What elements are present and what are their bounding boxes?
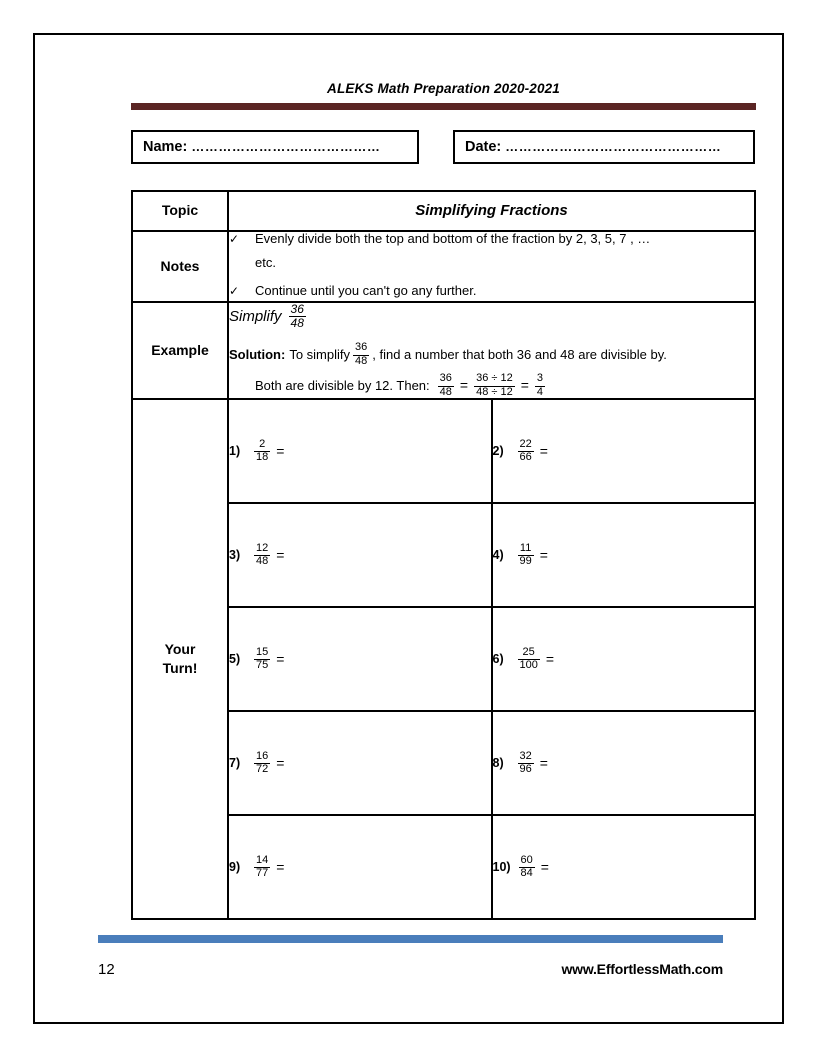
- fraction-numerator: 60: [520, 853, 533, 866]
- fraction-numerator: 15: [256, 645, 269, 658]
- example-solution-line-1: [229, 342, 754, 367]
- topic-label-cell: Topic: [132, 191, 228, 231]
- equals-sign: =: [276, 651, 285, 668]
- fraction-denominator: 72: [256, 763, 269, 776]
- topic-row: [132, 191, 755, 231]
- problem-cell[interactable]: [492, 815, 756, 919]
- page-content: [131, 82, 756, 920]
- fraction-denominator: 100: [519, 659, 538, 672]
- note-text: Evenly divide both the top and bottom of the fraction by 2, 3, 5, 7 , …: [255, 230, 651, 246]
- date-field[interactable]: [453, 130, 755, 164]
- name-field[interactable]: [131, 130, 419, 164]
- equals-sign-1: =: [459, 377, 469, 394]
- fraction-numerator: 25: [522, 645, 535, 658]
- header-divider-bar: [131, 103, 756, 110]
- problem-number: 2): [492, 444, 504, 459]
- footer-divider-bar: [98, 935, 723, 943]
- solution-text-b: , find a number that both 36 and 48 are divisible by.: [372, 346, 667, 362]
- fraction-denominator: 48 ÷ 12: [476, 385, 513, 398]
- equals-sign: =: [540, 859, 549, 876]
- problem-cell[interactable]: [228, 607, 492, 711]
- notes-label-cell: Notes: [132, 231, 228, 302]
- problem-number: 1): [229, 444, 241, 459]
- fraction-numerator: 2: [259, 437, 266, 450]
- problem-fraction: [254, 647, 270, 672]
- problem-number: 5): [229, 652, 241, 667]
- topic-value-cell: Simplifying Fractions: [228, 191, 755, 231]
- fraction-denominator: 96: [519, 763, 532, 776]
- document-header: [131, 82, 756, 110]
- problem-cell[interactable]: [492, 503, 756, 607]
- problem-cell[interactable]: [492, 399, 756, 503]
- fraction-denominator: 99: [519, 555, 532, 568]
- website-url[interactable]: www.EffortlessMath.com: [561, 961, 723, 977]
- fraction-denominator: 48: [355, 354, 368, 367]
- problem-cell[interactable]: [228, 503, 492, 607]
- fraction-numerator: 22: [519, 437, 532, 450]
- your-turn-line-2: Turn!: [162, 660, 198, 677]
- fraction-numerator: 14: [256, 853, 269, 866]
- problem-number: 3): [229, 548, 241, 563]
- problem-cell[interactable]: [228, 815, 492, 919]
- example-prompt-word: Simplify: [229, 307, 282, 325]
- fraction-numerator: 36 ÷ 12: [476, 372, 513, 385]
- equals-sign: =: [276, 859, 285, 876]
- page-number: 12: [98, 961, 115, 978]
- equals-sign: =: [539, 443, 548, 460]
- fraction-numerator: 36: [355, 341, 368, 354]
- fraction-denominator: 84: [520, 867, 533, 880]
- solution-text-c: Both are divisible by 12. Then:: [255, 377, 430, 393]
- problem-number: 6): [492, 652, 504, 667]
- example-prompt: [229, 303, 754, 330]
- problem-fraction: [518, 751, 534, 776]
- problem-cell[interactable]: [228, 399, 492, 503]
- solution-step-3-fraction: [535, 373, 545, 398]
- notes-content-cell: [228, 231, 755, 302]
- note-text: Continue until you can't go any further.: [255, 282, 477, 298]
- equals-sign: =: [276, 755, 285, 772]
- solution-step-2-fraction: [474, 373, 515, 398]
- equals-sign: =: [276, 547, 285, 564]
- equals-sign: =: [539, 547, 548, 564]
- name-label: Name:: [143, 138, 188, 155]
- equals-sign: =: [539, 755, 548, 772]
- solution-text-a: To simplify: [289, 346, 351, 362]
- fraction-denominator: 66: [519, 451, 532, 464]
- problem-number: 9): [229, 860, 241, 875]
- document-footer: [98, 935, 723, 978]
- problem-fraction: [519, 855, 535, 880]
- fraction-numerator: 36: [439, 372, 452, 385]
- note-item: [229, 232, 754, 247]
- check-icon: ✓: [229, 231, 240, 246]
- fraction-denominator: 75: [256, 659, 269, 672]
- problem-row: [132, 399, 755, 503]
- check-icon: ✓: [229, 283, 240, 298]
- fraction-denominator: 48: [439, 385, 452, 398]
- fraction-numerator: 32: [519, 749, 532, 762]
- fraction-numerator: 11: [519, 541, 532, 554]
- problem-number: 10): [492, 860, 511, 875]
- problem-number: 4): [492, 548, 504, 563]
- problem-fraction: [254, 751, 270, 776]
- problem-number: 8): [492, 756, 504, 771]
- note-continuation-text: etc.: [255, 254, 276, 270]
- problem-cell[interactable]: [228, 711, 492, 815]
- fraction-numerator: 12: [256, 541, 269, 554]
- fraction-denominator: 18: [256, 451, 269, 464]
- date-dotted-line: …………………………………………: [505, 139, 722, 155]
- solution-label: Solution:: [229, 346, 286, 362]
- equals-sign: =: [276, 443, 285, 460]
- fraction-numerator: 36: [290, 301, 304, 316]
- problem-number: 7): [229, 756, 241, 771]
- date-label: Date:: [465, 138, 502, 155]
- solution-fraction-1: [353, 342, 369, 367]
- document-title: ALEKS Math Preparation 2020-2021: [327, 81, 560, 96]
- fraction-denominator: 48: [290, 316, 304, 331]
- problem-fraction: [254, 855, 270, 880]
- worksheet-table: [131, 190, 756, 920]
- fraction-numerator: 3: [536, 372, 544, 385]
- problem-cell[interactable]: [492, 607, 756, 711]
- example-solution-line-2: [255, 373, 754, 398]
- name-date-row: [131, 130, 756, 164]
- problem-fraction: [518, 439, 534, 464]
- problem-fraction: [518, 543, 534, 568]
- example-prompt-fraction: [289, 303, 306, 330]
- example-row: [132, 302, 755, 399]
- problem-fraction: [254, 543, 270, 568]
- fraction-denominator: 48: [256, 555, 269, 568]
- page-border: [33, 33, 784, 1024]
- problem-cell[interactable]: [492, 711, 756, 815]
- example-label-cell: Example: [132, 302, 228, 399]
- solution-step-1-fraction: [438, 373, 454, 398]
- equals-sign: =: [545, 651, 555, 668]
- fraction-denominator: 77: [256, 867, 269, 880]
- note-item: [229, 284, 754, 299]
- name-dotted-line: ……………………………………: [191, 139, 381, 155]
- problem-fraction: [518, 647, 540, 672]
- problem-fraction: [254, 439, 270, 464]
- your-turn-label-cell: [132, 399, 228, 919]
- your-turn-line-1: Your: [164, 641, 196, 658]
- notes-row: [132, 231, 755, 302]
- example-content-cell: [228, 302, 755, 399]
- fraction-numerator: 16: [256, 749, 269, 762]
- fraction-denominator: 4: [536, 385, 544, 398]
- equals-sign-2: =: [520, 377, 529, 394]
